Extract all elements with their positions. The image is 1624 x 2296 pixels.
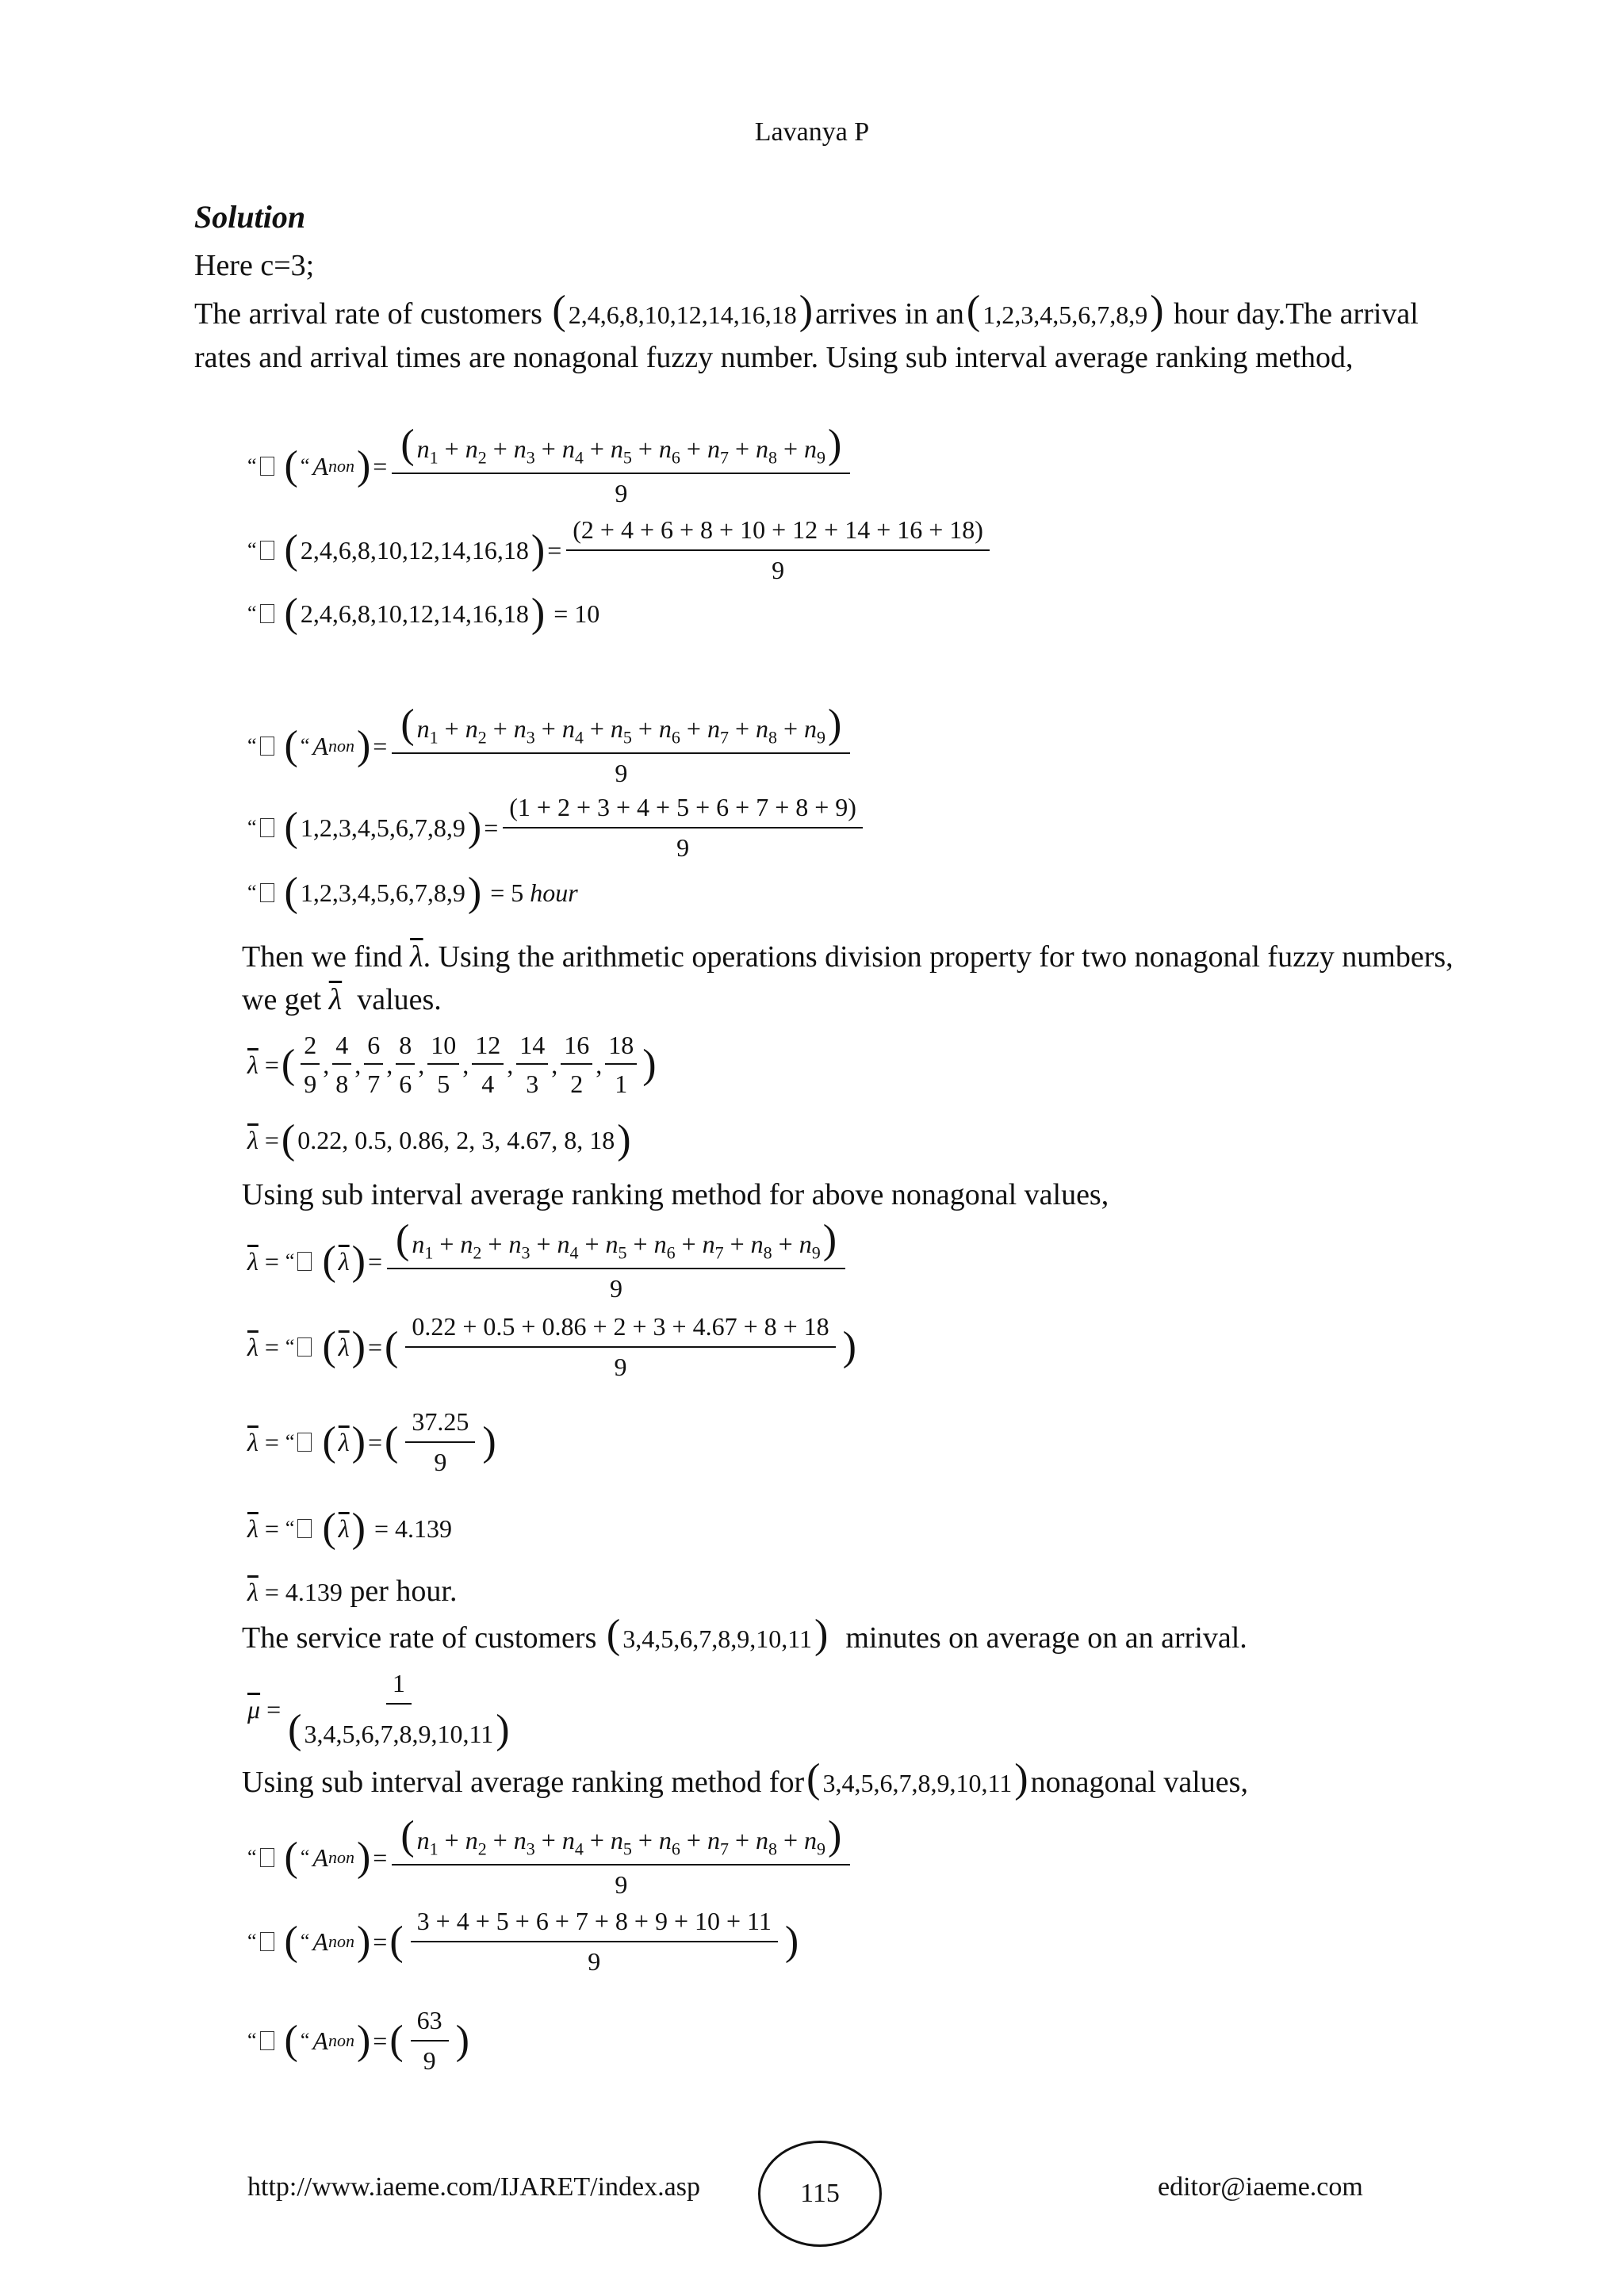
eq-lambda-result: $\overline{\lambda}$ = “ ( $\overline{\lambda}$ ) = 4.139 bbox=[247, 1506, 453, 1551]
lambda-fraction bbox=[472, 1031, 504, 1099]
comma-separator: , bbox=[596, 1050, 603, 1079]
missing-glyph-icon bbox=[260, 2031, 274, 2050]
eq-service-total: “ ( “ A non ) = ( $\frac{63}{9}$ ) bbox=[247, 2006, 469, 2075]
fraction-numerator: 8 bbox=[396, 1031, 415, 1065]
missing-glyph-icon bbox=[260, 737, 274, 756]
lambda-fraction bbox=[605, 1031, 637, 1099]
fraction-numerator: 16 bbox=[561, 1031, 592, 1065]
section-heading: Solution bbox=[194, 199, 306, 235]
fraction-numerator: 6 bbox=[364, 1031, 383, 1065]
fraction-denominator: 7 bbox=[367, 1070, 381, 1098]
paragraph-sub-interval: Using sub interval average ranking method for above nonagonal values, bbox=[242, 1178, 1109, 1211]
page-number: 115 bbox=[758, 2141, 882, 2247]
eq-arrival-sum: “ ( 2,4,6,8,10,12,14,16,18 ) = $\frac{(2 + 4 + 6 + 8 + 10 + 12 + 14 + 16 + 18)}{9}$ bbox=[247, 515, 994, 585]
paragraph-service-rate: The service rate of customers (3,4,5,6,7,8,9,10,11) minutes on average on an arrival. bbox=[242, 1612, 1247, 1657]
eq-lambda-values: $\overline{\lambda}$ = ( 0.22, 0.5, 0.86, 2, 3, 4.67, 8, 18 ) bbox=[247, 1117, 631, 1162]
fraction-denominator: 8 bbox=[335, 1070, 349, 1098]
eq-rank-formula-3: “ ( “ A non ) = $\frac{(n_1 + n_2 + n_3 + n_4 + n_5 + n_6 + n_7 + n_8 + n_9)}{9}$ bbox=[247, 1816, 855, 1900]
fraction-numerator: 4 bbox=[332, 1031, 351, 1065]
missing-glyph-icon bbox=[260, 1848, 274, 1867]
fraction-denominator: 9 bbox=[304, 1070, 317, 1098]
lambda-fraction bbox=[561, 1031, 592, 1099]
missing-glyph-icon bbox=[260, 457, 274, 476]
comma-separator: , bbox=[323, 1050, 330, 1079]
eq-time-sum: “ ( 1,2,3,4,5,6,7,8,9 ) = $\frac{(1 + 2 + 3 + 4 + 5 + 6 + 7 + 8 + 9)}{9}$ bbox=[247, 793, 868, 863]
eq-lambda-fractions: $\overline{\lambda}$ = ( $\frac{2}{9}$ , $\frac{4}{8}$ , $\frac{6}{7}$ , $\frac{8}{6}$ , $\frac{10}{5}$ , $\frac{12}{4}$ , $\frac{14}{3}$ , $\frac{16}{2}$ , $\frac{18}{1}$ ) bbox=[247, 1031, 657, 1098]
running-header: Lavanya P bbox=[754, 117, 870, 147]
fraction-denominator: 4 bbox=[481, 1070, 495, 1098]
missing-glyph-icon bbox=[260, 818, 274, 837]
fraction-numerator: 12 bbox=[472, 1031, 504, 1065]
missing-glyph-icon bbox=[297, 1252, 312, 1271]
fraction-denominator: 6 bbox=[399, 1070, 412, 1098]
lambda-fraction bbox=[396, 1031, 415, 1099]
missing-glyph-icon bbox=[260, 604, 274, 623]
fraction-numerator: 10 bbox=[427, 1031, 459, 1065]
eq-service-sum: “ ( “ A non ) = ( $\frac{3 + 4 + 5 + 6 + 7 + 8 + 9 + 10 + 11}{9}$ ) bbox=[247, 1907, 799, 1976]
missing-glyph-icon bbox=[297, 1337, 312, 1357]
missing-glyph-icon bbox=[260, 1932, 274, 1951]
eq-lambda-sum: $\overline{\lambda}$ = “ ( $\overline{\lambda}$ ) = ( $\frac{0.22 + 0.5 + 0.86 + 2 + 3 + 4.67 + 8 + 18}{9}$ ) bbox=[247, 1312, 856, 1381]
missing-glyph-icon bbox=[297, 1433, 312, 1452]
lambda-fraction bbox=[364, 1031, 383, 1099]
eq-arrival-result: “ ( 2,4,6,8,10,12,14,16,18 ) = 10 bbox=[247, 591, 600, 636]
lambda-fraction-list bbox=[297, 1031, 640, 1099]
comma-separator: , bbox=[418, 1050, 425, 1079]
footer-url-link[interactable]: http://www.iaeme.com/IJARET/index.asp bbox=[247, 2172, 700, 2202]
paragraph-c: Here c=3; bbox=[194, 249, 315, 282]
eq-rank-formula-2: “ ( “ A non ) = $\frac{(n_1 + n_2 + n_3 + n_4 + n_5 + n_6 + n_7 + n_8 + n_9)}{9}$ bbox=[247, 704, 855, 788]
fraction-denominator: 1 bbox=[615, 1070, 628, 1098]
paragraph-arrival: The arrival rate of customers (2,4,6,8,10,12,14,16,18)arrives in an(1,2,3,4,5,6,7,8,9) hour day.The arrival rates and arrival times are nonagonal fuzzy number. Using sub interval average ranking method, bbox=[194, 288, 1419, 374]
missing-glyph-icon bbox=[260, 883, 274, 902]
comma-separator: , bbox=[462, 1050, 469, 1079]
fraction-denominator: 2 bbox=[570, 1070, 584, 1098]
lambda-fraction bbox=[427, 1031, 459, 1099]
missing-glyph-icon bbox=[260, 541, 274, 560]
fraction-denominator: 5 bbox=[437, 1070, 450, 1098]
comma-separator: , bbox=[551, 1050, 558, 1079]
comma-separator: , bbox=[386, 1050, 393, 1079]
eq-lambda-formula: $\overline{\lambda}$ = “ ( $\overline{\lambda}$ ) = $\frac{(n_1 + n_2 + n_3 + n_4 + n_5 + n_6 + n_7 + n_8 + n_9)}{9}$ bbox=[247, 1219, 850, 1303]
fraction-denominator: 3 bbox=[526, 1070, 539, 1098]
fraction-numerator: 2 bbox=[301, 1031, 320, 1065]
footer-email-link[interactable]: editor@iaeme.com bbox=[1158, 2172, 1363, 2202]
paragraph-per-hour: $\overline{\lambda} = 4.139$ per hour. bbox=[247, 1575, 458, 1608]
fraction-numerator: 14 bbox=[516, 1031, 548, 1065]
eq-rank-formula-1: “ ( “ A non ) = $\frac{(n_1 + n_2 + n_3 + n_4 + n_5 + n_6 + n_7 + n_8 + n_9)}{9}$ bbox=[247, 424, 855, 508]
lambda-fraction bbox=[301, 1031, 320, 1099]
lambda-fraction bbox=[332, 1031, 351, 1099]
comma-separator: , bbox=[507, 1050, 514, 1079]
fraction-numerator: 18 bbox=[605, 1031, 637, 1065]
paragraph-sub-interval-service: Using sub interval average ranking method for(3,4,5,6,7,8,9,10,11)nonagonal values, bbox=[242, 1756, 1248, 1801]
eq-lambda-total: $\overline{\lambda}$ = “ ( $\overline{\lambda}$ ) = ( $\frac{37.25}{9}$ ) bbox=[247, 1407, 496, 1476]
eq-time-result: “ ( 1,2,3,4,5,6,7,8,9 ) = 5 hour bbox=[247, 870, 578, 915]
missing-glyph-icon bbox=[297, 1519, 312, 1538]
lambda-fraction bbox=[516, 1031, 548, 1099]
paragraph-find-lambda: Then we find $\overline{\lambda}$. Using the arithmetic operations division property for two nonagonal fuzzy numbers, we get $\overline{\lambda}$ values. bbox=[242, 940, 1454, 1016]
comma-separator: , bbox=[354, 1050, 362, 1079]
eq-mu: $\overline{\mu}$ = $\frac{1}{(3,4,5,6,7,8,9,10,11)}$ bbox=[247, 1669, 510, 1752]
